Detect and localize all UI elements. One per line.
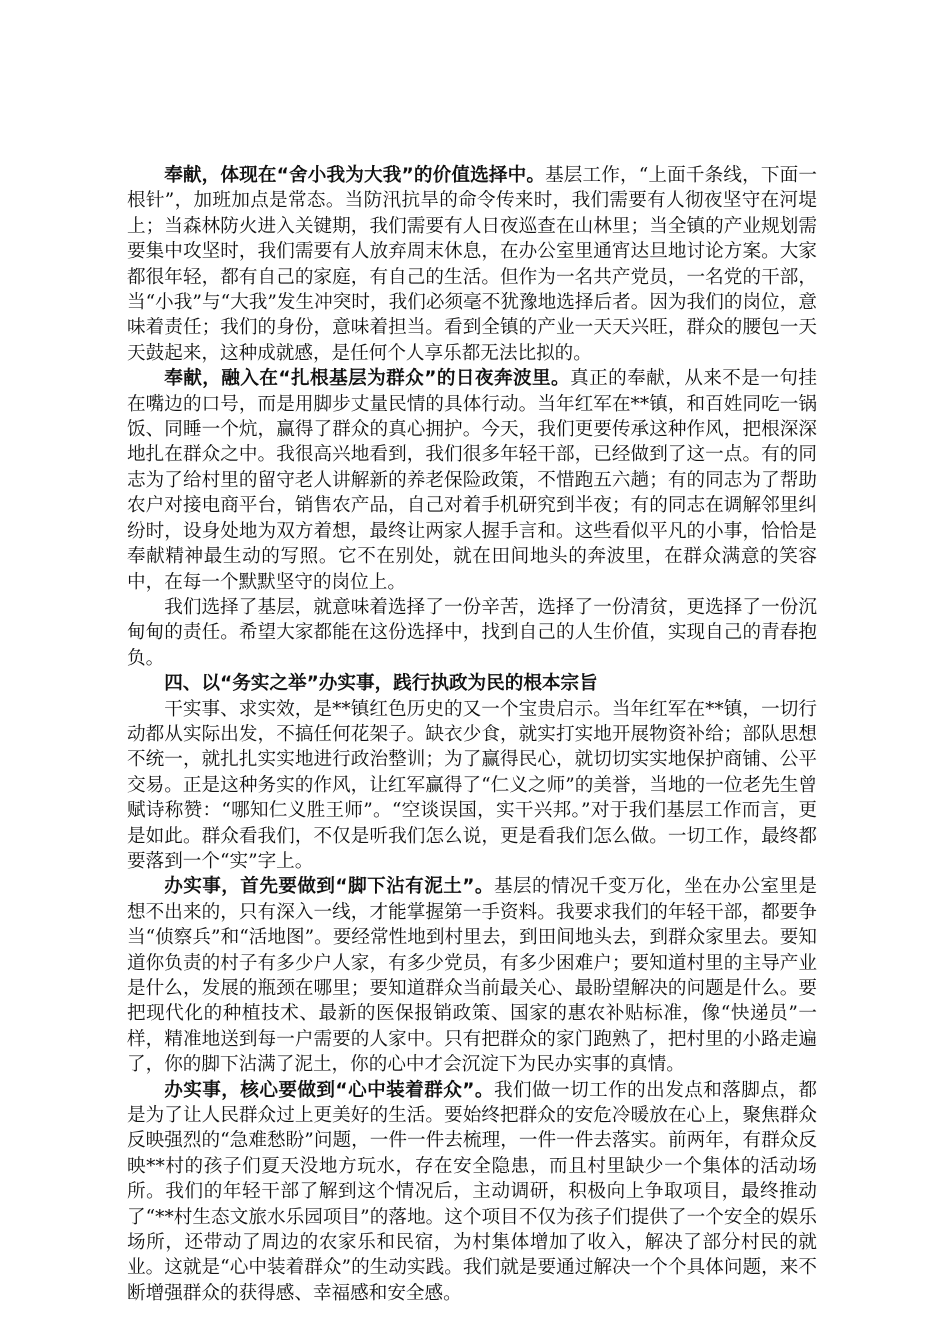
paragraph-dedication-choice xyxy=(127,163,817,366)
paragraph-lead: 奉献，体现在“舍小我为大我”的价值选择中。 xyxy=(164,165,546,186)
paragraph-text: 干实事、求实效，是**镇红色历史的又一个宝贵启示。当年红军在**镇，一切行动都从实际出发，不搞任何花架子。缺衣少食，就实打实地开展物资补给；部队思想不统一，就扎扎实实地进行政治整训；为了赢得民心，就切切实实地保护商铺、公平交易。正是这种务实的作风，让红军赢得了“仁义之师”的美誉，当地的一位老先生曾赋诗称赞：“哪知仁义胜王师”。“空谈误国，实干兴邦。”对于我们基层工作而言，更是如此。群众看我们，不仅是听我们怎么说，更是看我们怎么做。一切工作，最终都要落到一个“实”字上。 xyxy=(127,698,817,872)
paragraph-people-in-heart xyxy=(127,1078,817,1307)
paragraph-lead: 办实事，首先要做到“脚下沾有泥土”。 xyxy=(164,876,494,898)
paragraph-text: 真正的奉献，从来不是一句挂在嘴边的口号，而是用脚步丈量民情的具体行动。当年红军在**镇，和百姓同吃一锅饭、同睡一个炕，赢得了群众的真心拥护。今天，我们更要传承这种作风，把根深深地扎在群众之中。我很高兴地看到，我们很多年轻干部，已经做到了这一点。有的同志为了给村里的留守老人讲解新的养老保险政策，不惜跑五六趟；有的同志为了帮助农户对接电商平台，销售农产品，自己对着手机研究到半夜；有的同志在调解邻里纠纷时，设身处地为双方着想，最终让两家人握手言和。这些看似平凡的小事，恰恰是奉献精神最生动的写照。它不在别处，就在田间地头的奔波里，在群众满意的笑容中，在每一个默默坚守的岗位上。 xyxy=(127,368,817,593)
paragraph-practical-work xyxy=(127,697,817,875)
paragraph-text: 我们做一切工作的出发点和落脚点，都是为了让人民群众过上更美好的生活。要始终把群众的安危冷暖放在心上，聚焦群众反映强烈的“急难愁盼”问题，一件一件去梳理，一件一件去落实。前两年，有群众反映**村的孩子们夏天没地方玩水，存在安全隐患，而且村里缺少一个集体的活动场所。我们的年轻干部了解到这个情况后，主动调研，积极向上争取项目，最终推动了“**村生态文旅水乐园项目”的落地。这个项目不仅为孩子们提供了一个安全的娱乐场所，还带动了周边的农家乐和民宿，为村集体增加了收入，解决了部分村民的就业。这就是“心中装着群众”的生动实践。我们就是要通过解决一个个具体问题，来不断增强群众的获得感、幸福感和安全感。 xyxy=(127,1079,817,1304)
paragraph-text: 基层的情况千变万化，坐在办公室里是想不出来的，只有深入一线，才能掌握第一手资料。我要求我们的年轻干部，都要争当“侦察兵”和“活地图”。要经常性地到村里去，到田间地头去，到群众家里去。要知道你负责的村子有多少户人家，有多少党员，有多少困难户；要知道村里的主导产业是什么，发展的瓶颈在哪里；要知道群众当前最关心、最盼望解决的问题是什么。要把现代化的种植技术、最新的医保报销政策、国家的惠农补贴标准，像“快递员”一样，精准地送到每一户需要的人家中。只有把群众的家门跑熟了，把村里的小路走遍了，你的脚下沾满了泥土，你的心中才会沉淀下为民办实事的真情。 xyxy=(127,876,817,1076)
paragraph-text: 我们选择了基层，就意味着选择了一份辛苦，选择了一份清贫，更选择了一份沉甸甸的责任。希望大家都能在这份选择中，找到自己的人生价值，实现自己的青春抱负。 xyxy=(127,596,817,669)
section-heading: 四、以“务实之举”办实事，践行执政为民的根本宗旨 xyxy=(164,673,598,695)
paragraph-choice-responsibility xyxy=(127,595,817,671)
paragraph-text: 基层工作，“上面千条线，下面一根针”，加班加点是常态。当防汛抗旱的命令传来时，我们需要有人彻夜坚守在河堤上；当森林防火进入关键期，我们需要有人日夜巡查在山林里；当全镇的产业规划需要集中攻坚时，我们需要有人放弃周末休息，在办公室里通宵达旦地讨论方案。大家都很年轻，都有自己的家庭，有自己的生活。但作为一名共产党员，一名党的干部，当“小我”与“大我”发生冲突时，我们必须毫不犹豫地选择后者。因为我们的岗位，意味着责任；我们的身份，意味着担当。看到全镇的产业一天天兴旺，群众的腰包一天天鼓起来，这种成就感，是任何个人享乐都无法比拟的。 xyxy=(127,165,817,364)
paragraph-feet-in-soil xyxy=(127,874,817,1077)
paragraph-lead: 奉献，融入在“扎根基层为群众”的日夜奔波里。 xyxy=(164,368,571,390)
document-body xyxy=(127,163,817,1306)
paragraph-dedication-grassroots xyxy=(127,366,817,595)
paragraph-lead: 办实事，核心要做到“心中装着群众”。 xyxy=(164,1079,494,1101)
